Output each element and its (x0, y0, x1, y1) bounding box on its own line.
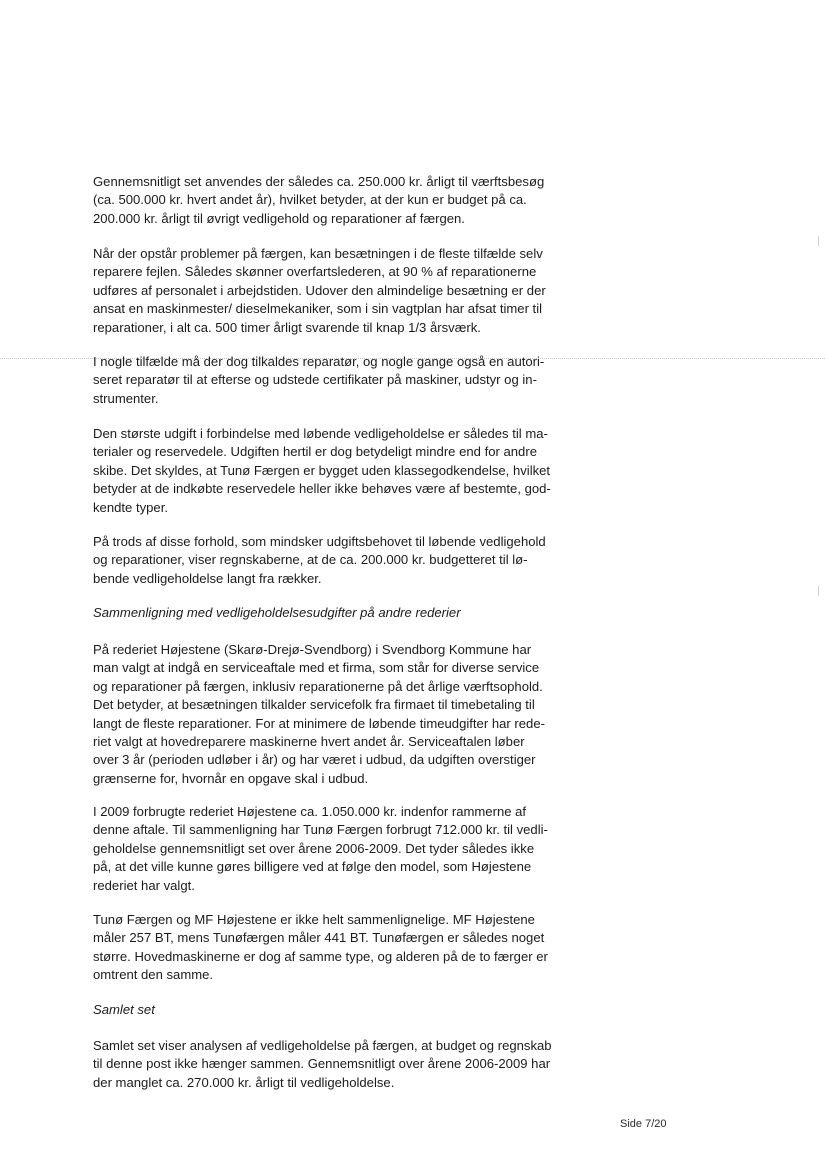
text-line: På rederiet Højestene (Skarø-Drejø-Svendborg) i Svendborg Kommune har (93, 642, 532, 657)
text-line: terialer og reservedele. Udgiften hertil er dog betydeligt mindre end for andre (93, 444, 537, 460)
text-line: til denne post ikke hænger sammen. Gennemsnitligt over årene 2006-2009 har (93, 1056, 551, 1072)
text-line: på, at det ville kunne gøres billigere ved at følge den model, som Højestene (93, 859, 532, 875)
text-line: skibe. Det skyldes, at Tunø Færgen er bygget uden klassegodkendelse, hvilket (93, 462, 551, 478)
text-line: seret reparatør til at efterse og udstede certifikater på maskiner, udstyr og in- (93, 372, 537, 388)
text-line: I 2009 forbrugte rederiet Højestene ca. 1.050.000 kr. indenfor rammerne af (93, 804, 527, 819)
paragraph-ferry-comparison (93, 911, 593, 985)
text-line: ansat en maskinmester/ dieselmekaniker, som i sin vagtplan har afsat timer til (93, 301, 543, 317)
text-line: geholdelse gennemsnitligt set over årene 2006-2009. Det tyder således ikke (93, 840, 535, 856)
text-line: strumenter. (93, 390, 159, 406)
paragraph-hojestene-service-agreement (93, 641, 593, 788)
text-line: reparere fejlen. Således skønner overfartslederen, at 90 % af reparationerne (93, 264, 537, 280)
paragraph-external-repairers (93, 353, 593, 408)
text-line: denne aftale. Til sammenligning har Tunø Færgen forbrugt 712.000 kr. til vedli- (93, 822, 548, 838)
text-line: og reparationer, viser regnskaberne, at de ca. 200.000 kr. budgetteret til lø- (93, 552, 528, 568)
text-line: rederiet har valgt. (93, 877, 195, 893)
paragraph-crew-repairs (93, 245, 593, 337)
text-line: måler 257 BT, mens Tunøfærgen måler 441 BT. Tunøfærgen er således noget (93, 930, 545, 946)
text-line: 200.000 kr. årligt til øvrigt vedligehold og reparationer af færgen. (93, 210, 465, 226)
paragraph-2009-spending (93, 803, 593, 895)
section-heading-comparison (93, 604, 593, 622)
text-line: (ca. 500.000 kr. hvert andet år), hvilket betyder, at der kun er budget på ca. (93, 192, 527, 208)
heading-text: Samlet set (93, 1002, 155, 1017)
text-line: omtrent den samme. (93, 967, 214, 983)
text-line: Samlet set viser analysen af vedligeholdelse på færgen, at budget og regnskab (93, 1038, 552, 1053)
text-line: På trods af disse forhold, som mindsker udgiftsbehovet til løbende vedligehold (93, 534, 546, 549)
text-line: I nogle tilfælde må der dog tilkaldes reparatør, og nogle gange også en autori- (93, 354, 545, 369)
text-line: udføres af personalet i arbejdstiden. Udover den almindelige besætning er der (93, 282, 546, 298)
text-line: Det betyder, at besætningen tilkalder servicefolk fra firmaet til timebetaling til (93, 697, 535, 713)
scan-edge-mark (818, 236, 823, 246)
scan-edge-mark (818, 586, 823, 596)
text-line: langt de fleste reparationer. For at minimere de løbende timeudgifter har rede- (93, 715, 545, 731)
text-line: Den største udgift i forbindelse med løbende vedligeholdelse er således til ma- (93, 426, 548, 441)
text-line: der manglet ca. 270.000 kr. årligt til vedligeholdelse. (93, 1074, 395, 1090)
paragraph-annual-shipyard-costs (93, 173, 593, 228)
text-line: grænserne for, hvornår en opgave skal i udbud. (93, 770, 369, 786)
text-line: man valgt at indgå en serviceaftale med et firma, som står for diverse service (93, 660, 540, 676)
text-line: Når der opstår problemer på færgen, kan besætningen i de fleste tilfælde selv (93, 246, 543, 261)
text-line: reparationer, i alt ca. 500 timer årligt svarende til knap 1/3 årsværk. (93, 319, 481, 335)
section-heading-summary (93, 1001, 593, 1019)
text-line: Tunø Færgen og MF Højestene er ikke helt sammenlignelige. MF Højestene (93, 912, 535, 927)
text-line: større. Hovedmaskinerne er dog af samme type, og alderen på de to færger er (93, 948, 548, 964)
text-line: riet valgt at hovedreparere maskinerne hvert andet år. Serviceaftalen løber (93, 734, 525, 750)
heading-text: Sammenligning med vedligeholdelsesudgifter på andre rederier (93, 605, 461, 620)
text-line: Gennemsnitligt set anvendes der således ca. 250.000 kr. årligt til værftsbesøg (93, 174, 545, 189)
text-line: kendte typer. (93, 499, 168, 515)
text-line: bende vedligeholdelse langt fra rækker. (93, 570, 322, 586)
paragraph-spare-parts (93, 425, 593, 517)
paragraph-summary (93, 1037, 593, 1092)
page-number: Side 7/20 (620, 1118, 667, 1130)
text-line: og reparationer på færgen, inklusiv reparationerne på det årlige værftsophold. (93, 678, 543, 694)
text-line: betyder at de indkøbte reservedele heller ikke behøves være af bestemte, god- (93, 481, 551, 497)
text-line: over 3 år (perioden udløber i år) og har været i udbud, da udgiften overstiger (93, 752, 536, 768)
paragraph-budget-shortfall (93, 533, 593, 588)
